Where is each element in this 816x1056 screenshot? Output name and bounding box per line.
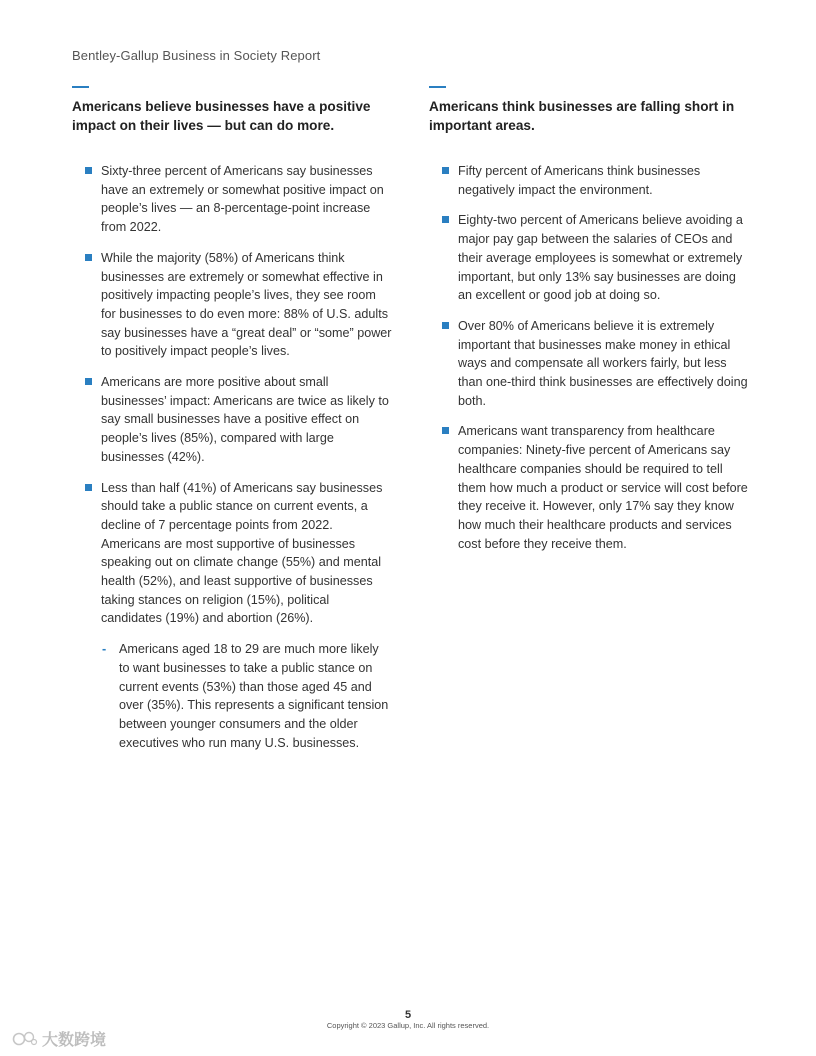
accent-divider <box>429 86 446 88</box>
sub-bullet-list <box>101 640 392 752</box>
left-column-title: Americans believe businesses have a positive impact on their lives — but can do more. <box>72 99 371 133</box>
right-bullet-list <box>429 162 749 553</box>
square-bullet-icon <box>442 167 449 174</box>
list-item-text: Less than half (41%) of Americans say businesses should take a public stance on current events, a decline of 7 percentage points from 2022. Americans are most supportive of businesses speaking out on climate change (55%) and mental health (52%), and least supportive of businesses taking stances on religion (15%), political candidates (19%) and abortion (26%). <box>101 480 383 626</box>
watermark-logo-icon <box>12 1030 38 1048</box>
list-item <box>429 211 749 305</box>
list-item <box>72 479 392 753</box>
list-item <box>429 317 749 411</box>
right-column <box>429 86 749 565</box>
watermark-text: 大数跨境 <box>42 1030 107 1049</box>
list-item-text: Americans are more positive about small businesses’ impact: Americans are twice as likely to say small businesses have a positive effect on people’s lives (85%), compared with large businesses (42%). <box>101 375 389 464</box>
square-bullet-icon <box>85 167 92 174</box>
list-item <box>429 422 749 553</box>
copyright-notice: Copyright © 2023 Gallup, Inc. All rights reserved. <box>326 1021 490 1030</box>
square-bullet-icon <box>442 216 449 223</box>
sub-list-item-text: Americans aged 18 to 29 are much more likely to want businesses to take a public stance on current events (53%) than those aged 45 and over (35%). This represents a significant tension between younger consumers and the older executives who run many U.S. businesses. <box>119 642 389 750</box>
sub-list-item <box>101 640 392 752</box>
accent-divider <box>72 86 89 88</box>
square-bullet-icon <box>442 427 449 434</box>
page-number: 5 <box>404 1009 412 1021</box>
report-header: Bentley-Gallup Business in Society Report <box>72 48 321 63</box>
left-column <box>72 86 392 764</box>
list-item-text: Eighty-two percent of Americans believe avoiding a major pay gap between the salaries of CEOs and their average employees is somewhat or extremely important, but only 13% say businesses are doing an excellent or good job at doing so. <box>458 213 743 303</box>
list-item <box>72 249 392 361</box>
list-item <box>72 162 392 237</box>
square-bullet-icon <box>85 254 92 261</box>
list-item-text: While the majority (58%) of Americans think businesses are extremely or somewhat effective in positively impacting people’s lives, they see room for businesses to do even more: 88% of U.S. adults say businesses have a “great deal” or “some” power to positively impact people’s lives. <box>101 250 392 359</box>
list-item-text: Sixty-three percent of Americans say businesses have an extremely or somewhat positive impact on people’s lives — an 8-percentage-point increase from 2022. <box>101 164 384 235</box>
left-bullet-list <box>72 162 392 752</box>
list-item-text: Over 80% of Americans believe it is extremely important that businesses make money in ethical ways and compensate all workers fairly, but less than one-third think businesses are effectively doing both. <box>458 318 748 408</box>
page-footer <box>0 1009 816 1031</box>
dash-icon: - <box>102 642 107 657</box>
square-bullet-icon <box>442 322 449 329</box>
watermark <box>12 1027 106 1050</box>
square-bullet-icon <box>85 378 92 385</box>
right-column-title: Americans think businesses are falling short in important areas. <box>429 99 735 133</box>
list-item-text: Fifty percent of Americans think businesses negatively impact the environment. <box>458 164 701 197</box>
list-item-text: Americans want transparency from healthcare companies: Ninety-five percent of Americans say healthcare companies should be required to tell them how much a product or service will cost before they receive it. However, only 17% say they know how much their healthcare products and services cost before they receive them. <box>458 424 748 551</box>
square-bullet-icon <box>85 484 92 491</box>
list-item <box>429 162 749 199</box>
list-item <box>72 373 392 467</box>
